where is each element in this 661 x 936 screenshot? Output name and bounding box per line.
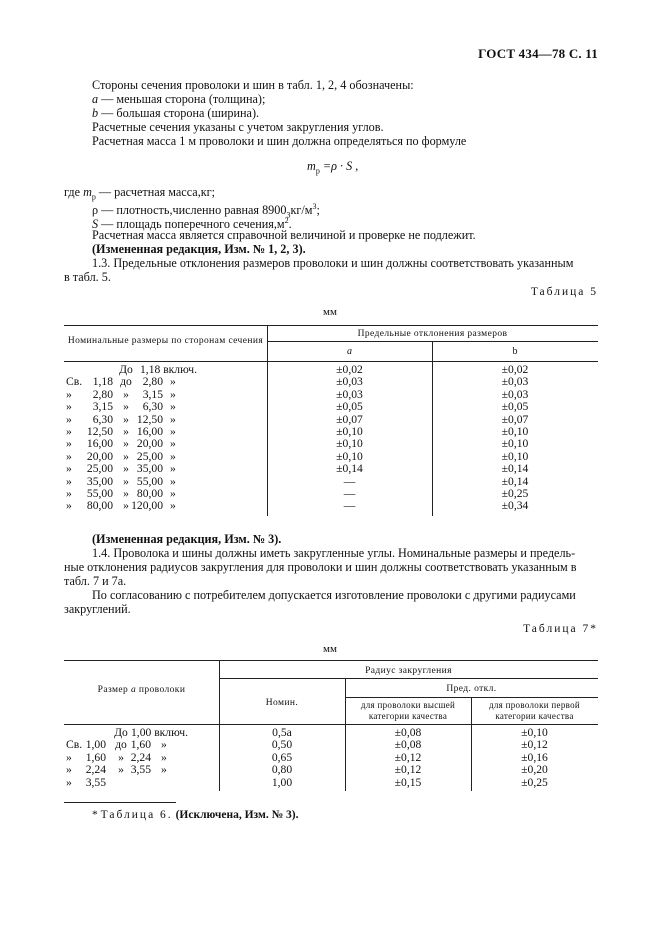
table5-cell-a: ±0,10 [336,437,363,451]
table5-col-b: b [512,346,518,357]
table7-cell-high: ±0,08 [394,726,422,739]
table5-row-from: 35,00 [86,474,113,488]
table5-row-prefix: » [66,487,72,500]
table5-cell-a: ±0,14 [336,462,363,476]
table5-row-suffix: » [170,387,176,401]
table5-row-suffix: » [170,487,176,500]
formula-m: m [307,159,316,173]
table5-cell-b: ±0,03 [501,387,529,401]
table7-row-prefix: » [66,775,72,789]
table7-row-prefix: » [66,763,72,777]
table7-cell-nom: 0,50 [271,738,293,752]
table5-row-from: 6,30 [92,412,113,426]
table5-row-to-word: » [123,462,129,476]
where-line-4: Расчетная масса является справочной величиной и проверке не подлежит. [92,228,476,242]
table7-header-high [345,700,471,722]
table5-row-from: 16,00 [86,437,113,451]
table5-row-to: 3,15 [142,387,163,401]
table5-cell-a: — [343,474,356,488]
table5-row-to: 16,00 [136,425,163,438]
table5-row-to: 20,00 [136,437,163,451]
table5-row-to-word: » [123,425,129,438]
table5-row-prefix: » [66,474,72,488]
table5-row-to-word: » [123,474,129,488]
table7-cell-nom: 0,65 [271,750,293,764]
table5-row-suffix: » [170,400,176,414]
table7-row-to-word: » [118,763,124,777]
table7-row-to: 1,00 включ. [131,726,189,739]
table5-cell-a: — [343,487,356,500]
table7-row-from: 3,55 [85,775,106,789]
footnote-text: (Исключена, Изм. № 3). [175,809,299,821]
table5-cell-b: ±0,05 [501,400,529,414]
where-prefix: где [64,185,84,199]
table5-header-right: Предельные отклонения размеров [357,329,508,339]
table7-row-suffix: » [161,763,167,777]
table5-row-suffix: » [170,462,176,476]
table5-cell-b: ±0,25 [501,487,529,500]
intro-line-3 [92,106,259,120]
table7-cell-first: ±0,10 [521,726,548,739]
table7-header-first [471,700,598,722]
table5-row-from: 2,80 [92,387,113,401]
table7-cell-high: ±0,15 [394,775,422,789]
table5-cell-b: ±0,07 [501,412,529,426]
table5-cell-b: ±0,10 [501,425,529,438]
table5-row-prefix: » [66,387,72,401]
table5-row-prefix: » [66,412,72,426]
table5-cell-a: ±0,02 [336,363,363,376]
section-1-3-line-2: в табл. 5. [64,270,111,284]
table5-row-to: 80,00 [136,487,163,500]
section-1-4-line-1: 1.4. Проволока и шины должны иметь закругленные углы. Номинальные размеры и предель- [92,546,576,560]
table5-row-to-word: » [123,449,129,463]
table5-row-from: 25,00 [86,462,113,476]
where-s: S [92,217,99,232]
table5-row-to: 35,00 [136,462,163,476]
var-a: a [92,92,99,106]
table5-row-suffix: » [170,375,176,389]
table7-header-first-2: категории качества [495,711,574,721]
table7-row-to: 2,24 [130,750,151,764]
table7-row-prefix: » [66,750,72,764]
intro-line-5: Расчетная масса 1 м проволоки и шин должна определяться по формуле [92,134,467,148]
table5-row-suffix: » [170,412,176,426]
table5-cell-a: ±0,10 [336,425,363,438]
table7-cell-high: ±0,08 [394,738,422,752]
table5-row-from: 55,00 [86,487,113,500]
where-line-2-sup: 3 [312,202,317,211]
where-line-3-text: — площадь поперечного сечения,м [98,217,285,232]
table5-unit: мм [323,306,337,318]
table5-row-from: 3,15 [92,400,113,414]
footnote-label: Таблица 6. [100,809,173,821]
table7-row-from: 1,60 [85,750,106,764]
section-1-4-line-2: ные отклонения радиусов закругления для проволоки и шин должны соответствовать указанным в [64,560,577,574]
table5-cell-a: ±0,03 [336,375,363,389]
table5-row-prefix: » [66,499,72,513]
where-line-2-sub: 3 [286,210,291,220]
table7-cell-first: ±0,12 [521,738,548,752]
table5-row-to: 6,30 [142,400,163,414]
table5-cell-a: ±0,05 [336,400,363,414]
table7-row-to: 1,60 [130,738,151,752]
table7-cell-first: ±0,16 [521,750,548,764]
intro-line-2-text: — меньшая сторона (толщина); [98,92,266,106]
table7-header-left-prefix: Размер [97,685,131,695]
table5-cell-b: ±0,10 [501,437,529,451]
table7-cell-high: ±0,12 [394,750,422,764]
edit-note-1: (Измененная редакция, Изм. № 1, 2, 3). [92,242,306,256]
table5-row-to: 1,18 включ. [140,363,198,376]
table7-header-left-var: a [130,685,137,695]
table5-row-to: 12,50 [136,412,163,426]
formula-sub: р [315,166,320,176]
table5-cell-a: ±0,03 [336,387,363,401]
section-1-4-line-3: табл. 7 и 7а. [64,574,127,588]
formula-rhs: =ρ · S , [319,159,359,173]
table5-row-prefix: » [66,425,72,438]
table5-row-to-word: » [123,400,129,414]
table5-row-to: 120,00 [131,499,163,513]
table7-unit: мм [323,643,337,655]
table5-cell-b: ±0,02 [501,363,529,376]
table7-row-from: 1,00 [85,738,106,752]
table5-row-to-word: до [120,375,132,389]
table5-row-to: 55,00 [136,474,163,488]
table7-row-to-word: до [115,738,127,752]
intro-line-4: Расчетные сечения указаны с учетом закругления углов. [92,120,384,134]
table5-row-to-word: » [123,387,129,401]
table7-cell-first: ±0,25 [521,775,548,789]
table5-row-from: 12,50 [86,425,113,438]
where-line-2-text: ρ — плотность,численно равная 8900 [92,203,287,218]
table5-row-to-word: » [123,412,129,426]
where-line-1-text: — расчетная масса,кг; [95,185,216,199]
where-line-2-unit: кг/м [290,203,313,218]
intro-line-2 [92,92,265,106]
where-line-2-end: ; [316,203,320,218]
table7-row-suffix: » [161,738,167,752]
section-1-4-line-5: закруглений. [64,602,131,616]
table7-row-to: 3,55 [130,763,151,777]
table7-header-left [64,683,219,697]
table5-row-prefix: » [66,462,72,476]
page-header: ГОСТ 434—78 С. 11 [478,46,598,61]
table5-row-to-word: » [123,499,129,513]
table5-cell-a: — [343,499,356,513]
table7-row-suffix: » [161,750,167,764]
table5-row-prefix: » [66,449,72,463]
intro-line-1: Стороны сечения проволоки и шин в табл. 1, 2, 4 обозначены: [92,78,414,92]
intro-line-3-text: — большая сторона (ширина). [98,106,260,120]
table7-row-from: 2,24 [85,763,106,777]
table5-row-suffix: » [170,499,176,513]
table5-row-to-word: До [119,363,133,376]
table5-cell-b: ±0,03 [501,375,529,389]
table7-header-nom: Номин. [265,698,299,708]
section-1-3-line-1: 1.3. Предельные отклонения размеров проволоки и шин должны соответствовать указанным [92,256,574,270]
table5-row-from: 1,18 [92,375,113,389]
table5-row-prefix: » [66,400,72,414]
table5-cell-b: ±0,14 [501,474,529,488]
table5-row-prefix: » [66,437,72,451]
where-m-sub: р [91,192,96,202]
edit-note-2: (Измененная редакция, Изм. № 3). [92,532,282,546]
table5-row-to: 2,80 [142,375,163,389]
table5-row-suffix: » [170,425,176,438]
where-line-3-sup: 2 [284,216,289,225]
table7-cell-nom: 0,80 [271,763,293,777]
table7-header-high-2: категории качества [368,711,448,721]
table5-cell-b: ±0,14 [501,462,529,476]
table7-row-to-word: До [114,726,128,739]
table7-header-high-1: для проволоки высшей [360,700,456,710]
table7-cell-first: ±0,20 [521,763,548,777]
table7-header-radius: Радиус закругления [365,666,452,676]
table5-row-suffix: » [170,449,176,463]
table5-row-to: 25,00 [136,449,163,463]
table5-row-prefix: Св. [66,375,83,389]
table5-cell-b: ±0,34 [501,499,529,513]
table5-cell-a: ±0,10 [336,449,363,463]
table5-caption: Таблица 5 [530,286,598,298]
table7-header-first-1: для проволоки первой [488,700,581,710]
table5-cell-a: ±0,07 [336,412,363,426]
table5-row-from: 20,00 [86,449,113,463]
table5-row-suffix: » [170,437,176,451]
table7-caption: Таблица 7* [523,623,598,635]
table7-header-dev: Пред. откл. [446,684,497,694]
table5-header-left: Номинальные размеры по сторонам сечения [67,336,264,346]
table5-row-suffix: » [170,474,176,488]
table7-row-prefix: Св. [66,738,83,752]
table5-col-a: a [347,346,352,357]
table7-cell-nom: 0,5a [272,726,292,739]
table7-cell-high: ±0,12 [394,763,422,777]
section-1-4-line-4: По согласованию с потребителем допускается изготовление проволоки с другими радиусами [92,588,576,602]
mass-formula [307,159,358,178]
var-b: b [92,106,99,120]
where-line-3-end: . [288,217,292,232]
where-m: m [83,185,92,199]
footnote [92,808,298,822]
table7-row-to-word: » [118,750,124,764]
table5-row-to-word: » [123,487,129,500]
footnote-star: * [92,809,98,821]
table7-header-left-suffix: проволоки [136,685,186,695]
table5-cell-b: ±0,10 [501,449,529,463]
table7-cell-nom: 1,00 [271,775,293,789]
table5-row-to-word: » [123,437,129,451]
table5-row-from: 80,00 [86,499,113,513]
